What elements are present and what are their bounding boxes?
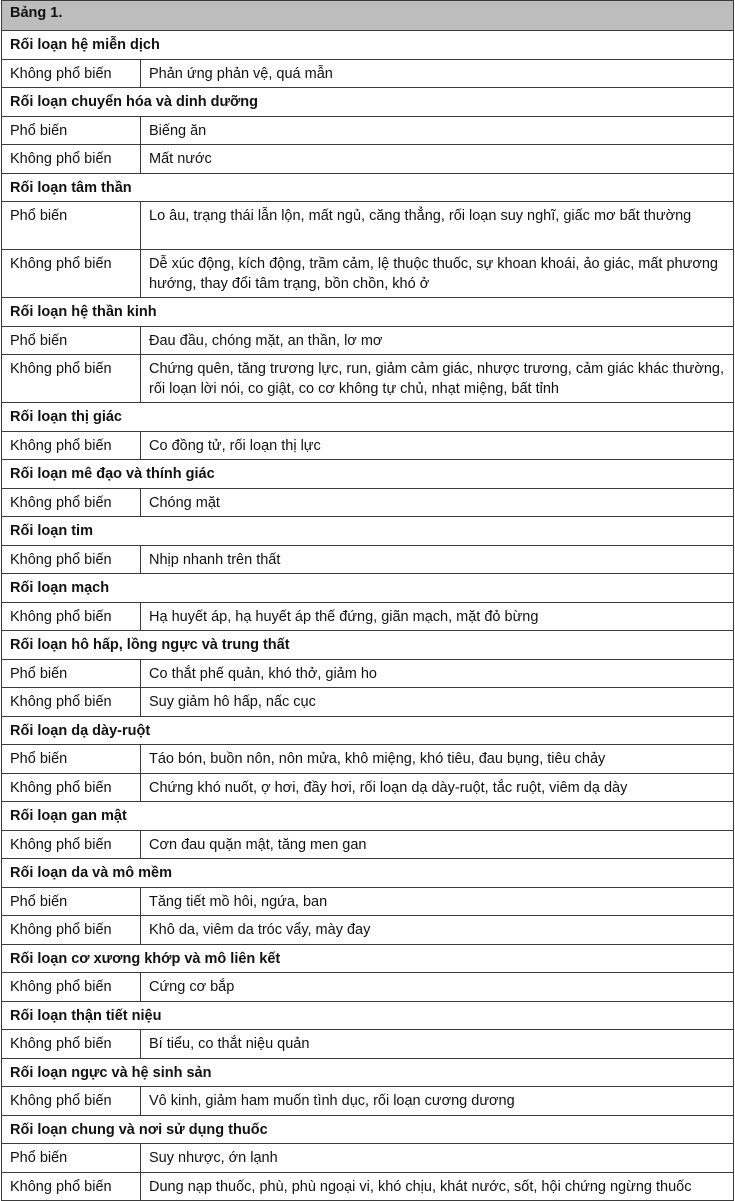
section-heading: Rối loạn mạch [2, 574, 734, 603]
effects-cell: Lo âu, trạng thái lẫn lộn, mất ngủ, căng thẳng, rối loạn suy nghĩ, giấc mơ bất thường [141, 202, 734, 250]
frequency-cell: Không phổ biến [2, 973, 141, 1002]
frequency-cell: Không phổ biến [2, 59, 141, 88]
frequency-cell: Không phổ biến [2, 688, 141, 717]
section-heading: Rối loạn ngực và hệ sinh sản [2, 1058, 734, 1087]
effects-cell: Chóng mặt [141, 488, 734, 517]
table-row [2, 773, 734, 802]
section-heading-row [2, 403, 734, 432]
section-heading: Rối loạn gan mật [2, 802, 734, 831]
table-row [2, 745, 734, 774]
table-row [2, 116, 734, 145]
section-heading-row [2, 1001, 734, 1030]
section-heading-row [2, 631, 734, 660]
effects-cell: Biếng ăn [141, 116, 734, 145]
section-heading-row [2, 460, 734, 489]
table-row [2, 830, 734, 859]
table-row [2, 250, 734, 298]
effects-cell: Chứng khó nuốt, ợ hơi, đầy hơi, rối loạn dạ dày-ruột, tắc ruột, viêm dạ dày [141, 773, 734, 802]
effects-cell: Bí tiểu, co thắt niệu quản [141, 1030, 734, 1059]
effects-cell: Mất nước [141, 145, 734, 174]
table-row [2, 145, 734, 174]
frequency-cell: Phổ biến [2, 745, 141, 774]
section-heading: Rối loạn mê đạo và thính giác [2, 460, 734, 489]
frequency-cell: Không phổ biến [2, 545, 141, 574]
section-heading-row [2, 298, 734, 327]
adverse-effects-table [1, 0, 734, 1201]
section-heading-row [2, 574, 734, 603]
frequency-cell: Không phổ biến [2, 602, 141, 631]
table-row [2, 1030, 734, 1059]
effects-cell: Co đồng tử, rối loạn thị lực [141, 431, 734, 460]
table-row [2, 431, 734, 460]
effects-cell: Co thắt phế quản, khó thở, giảm ho [141, 659, 734, 688]
table-title: Bảng 1. [2, 1, 734, 31]
section-heading-row [2, 1115, 734, 1144]
frequency-cell: Không phổ biến [2, 773, 141, 802]
effects-cell: Suy giảm hô hấp, nấc cục [141, 688, 734, 717]
effects-cell: Khô da, viêm da tróc vẩy, mày đay [141, 916, 734, 945]
table-row [2, 545, 734, 574]
frequency-cell: Không phổ biến [2, 1030, 141, 1059]
table-row [2, 202, 734, 250]
effects-cell: Dung nạp thuốc, phù, phù ngoại vi, khó chịu, khát nước, sốt, hội chứng ngừng thuốc [141, 1172, 734, 1201]
table-row [2, 1087, 734, 1116]
frequency-cell: Không phổ biến [2, 916, 141, 945]
table-row [2, 488, 734, 517]
effects-cell: Dễ xúc động, kích động, trầm cảm, lệ thuộc thuốc, sự khoan khoái, ảo giác, mất phương hướng, thay đổi tâm trạng, bồn chồn, khó ở [141, 250, 734, 298]
effects-cell: Cứng cơ bắp [141, 973, 734, 1002]
table-row [2, 659, 734, 688]
section-heading: Rối loạn hệ thần kinh [2, 298, 734, 327]
section-heading: Rối loạn da và mô mềm [2, 859, 734, 888]
section-heading-row [2, 859, 734, 888]
table-row [2, 326, 734, 355]
section-heading: Rối loạn dạ dày-ruột [2, 716, 734, 745]
effects-cell: Hạ huyết áp, hạ huyết áp thế đứng, giãn mạch, mặt đỏ bừng [141, 602, 734, 631]
section-heading-row [2, 716, 734, 745]
effects-cell: Phản ứng phản vệ, quá mẫn [141, 59, 734, 88]
frequency-cell: Không phổ biến [2, 355, 141, 403]
frequency-cell: Không phổ biến [2, 250, 141, 298]
frequency-cell: Không phổ biến [2, 830, 141, 859]
frequency-cell: Phổ biến [2, 887, 141, 916]
table-row [2, 688, 734, 717]
section-heading: Rối loạn tim [2, 517, 734, 546]
section-heading: Rối loạn cơ xương khớp và mô liên kết [2, 944, 734, 973]
table-row [2, 1144, 734, 1173]
section-heading: Rối loạn chuyển hóa và dinh dưỡng [2, 88, 734, 117]
section-heading: Rối loạn tâm thần [2, 173, 734, 202]
frequency-cell: Phổ biến [2, 116, 141, 145]
frequency-cell: Không phổ biến [2, 488, 141, 517]
frequency-cell: Không phổ biến [2, 1172, 141, 1201]
frequency-cell: Không phổ biến [2, 145, 141, 174]
section-heading: Rối loạn hệ miễn dịch [2, 31, 734, 60]
effects-cell: Táo bón, buồn nôn, nôn mửa, khô miệng, khó tiêu, đau bụng, tiêu chảy [141, 745, 734, 774]
effects-cell: Nhịp nhanh trên thất [141, 545, 734, 574]
effects-cell: Vô kinh, giảm ham muốn tình dục, rối loạn cương dương [141, 1087, 734, 1116]
frequency-cell: Không phổ biến [2, 1087, 141, 1116]
table-row [2, 887, 734, 916]
section-heading: Rối loạn hô hấp, lồng ngực và trung thất [2, 631, 734, 660]
table-row [2, 973, 734, 1002]
table-title-row [2, 1, 734, 31]
frequency-cell: Phổ biến [2, 659, 141, 688]
frequency-cell: Không phổ biến [2, 431, 141, 460]
frequency-cell: Phổ biến [2, 202, 141, 250]
section-heading: Rối loạn thị giác [2, 403, 734, 432]
effects-cell: Đau đầu, chóng mặt, an thần, lơ mơ [141, 326, 734, 355]
table-body [2, 1, 734, 1201]
table-row [2, 916, 734, 945]
section-heading: Rối loạn thận tiết niệu [2, 1001, 734, 1030]
effects-cell: Chứng quên, tăng trương lực, run, giảm cảm giác, nhược trương, cảm giác khác thường, rối loạn lời nói, co giật, co cơ không tự chủ, nhạt miệng, bất tỉnh [141, 355, 734, 403]
table-row [2, 602, 734, 631]
table-row [2, 355, 734, 403]
section-heading-row [2, 1058, 734, 1087]
section-heading-row [2, 944, 734, 973]
section-heading: Rối loạn chung và nơi sử dụng thuốc [2, 1115, 734, 1144]
section-heading-row [2, 173, 734, 202]
table-row [2, 1172, 734, 1201]
section-heading-row [2, 88, 734, 117]
table-row [2, 59, 734, 88]
effects-cell: Cơn đau quặn mật, tăng men gan [141, 830, 734, 859]
section-heading-row [2, 517, 734, 546]
effects-cell: Tăng tiết mồ hôi, ngứa, ban [141, 887, 734, 916]
effects-cell: Suy nhược, ớn lạnh [141, 1144, 734, 1173]
frequency-cell: Phổ biến [2, 326, 141, 355]
section-heading-row [2, 31, 734, 60]
section-heading-row [2, 802, 734, 831]
frequency-cell: Phổ biến [2, 1144, 141, 1173]
